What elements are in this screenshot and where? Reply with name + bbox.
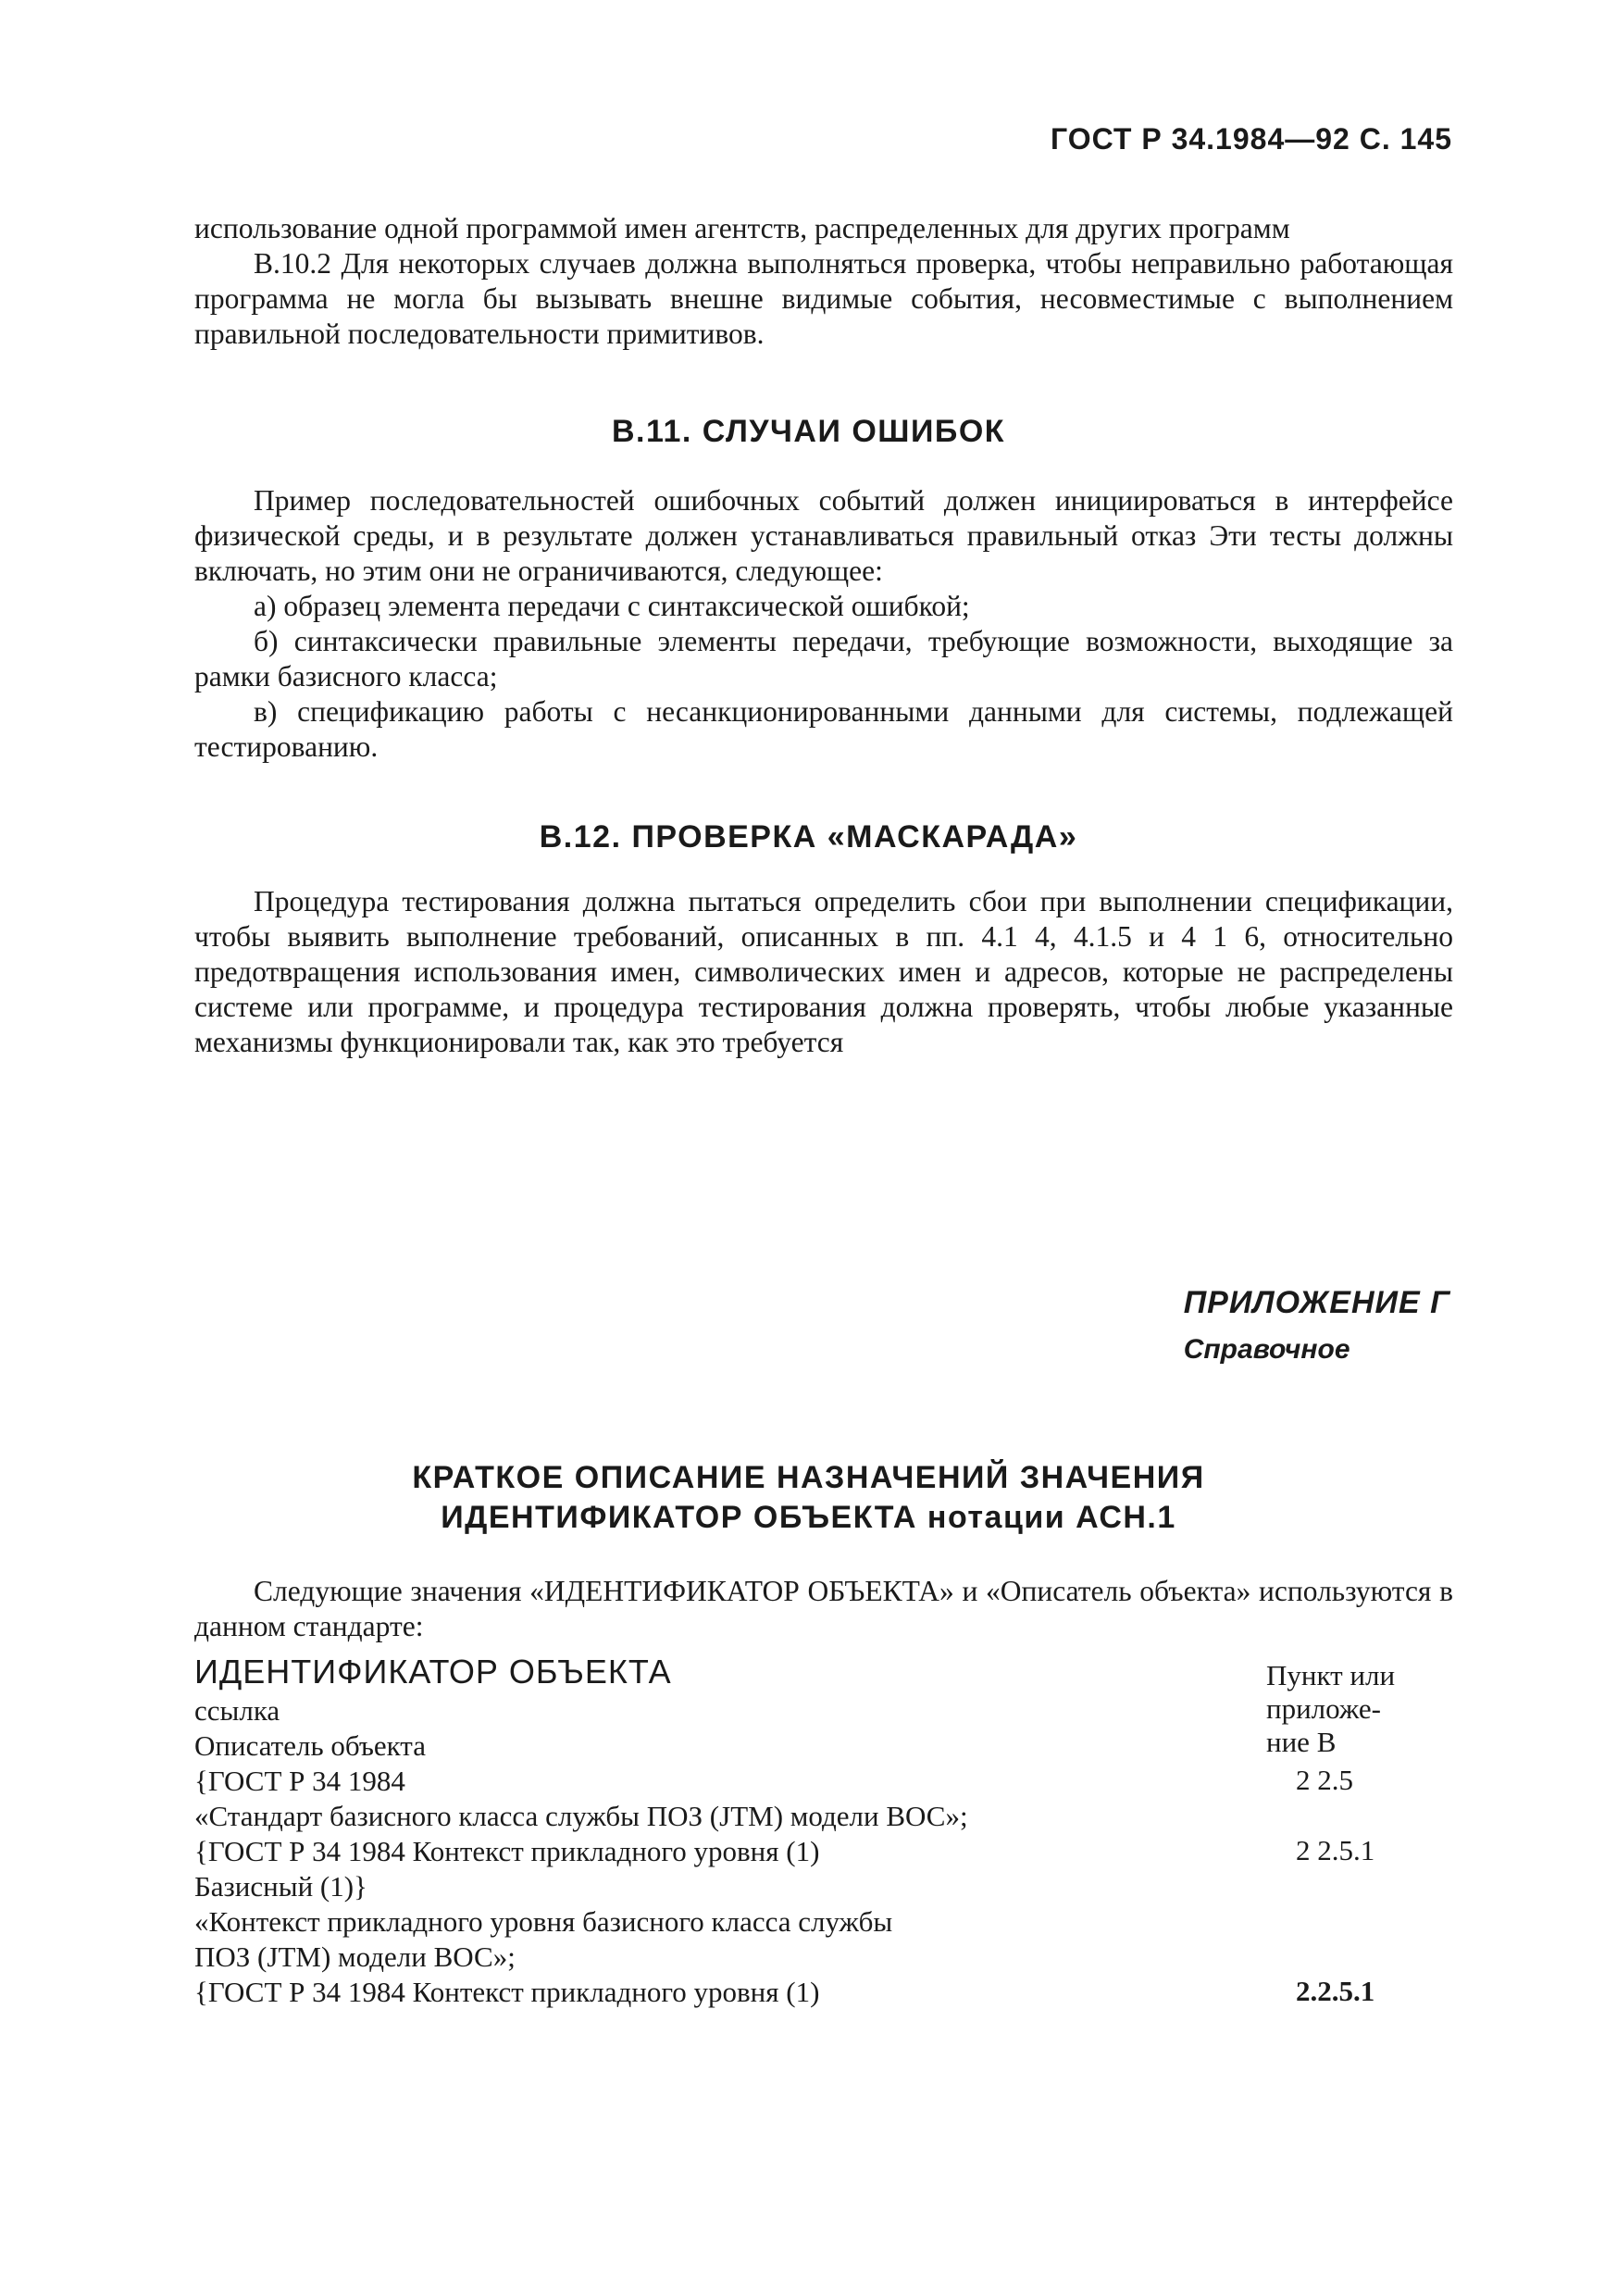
section-b11-paragraph: Пример последовательностей ошибочных событий должен инициироваться в интерфейсе физической среды, и в результате должен устанавливаться правильный отказ Эти тесты должны включать, но этим они не ограничиваются, следующее: bbox=[194, 484, 1453, 587]
section-b12-paragraph: Процедура тестирования должна пытаться определить сбои при выполнении спецификации, чтобы выявить выполнение требований, описанных в пп. 4.1 4, 4.1.5 и 4 1 6, относительно предотвращения использования имен, символических имен и адресов, которые не распределены системе или программе, и процедура тестирования должна проверять, чтобы любые указанные механизмы функционировали так, как это требуется bbox=[194, 885, 1453, 1058]
table-head-left-2: ссылка bbox=[194, 1694, 280, 1727]
appendix-heading-line-1: КРАТКОЕ ОПИСАНИЕ НАЗНАЧЕНИЙ ЗНАЧЕНИЯ bbox=[412, 1460, 1205, 1495]
table-row-ref: 2.2.5.1 bbox=[1296, 1975, 1375, 2007]
table-head-right-2: приложе- bbox=[1266, 1692, 1381, 1725]
section-b12-title: В.12. ПРОВЕРКА «МАСКАРАДА» bbox=[539, 819, 1078, 855]
table-head-right-1: Пункт или bbox=[1266, 1659, 1396, 1691]
appendix-title: ПРИЛОЖЕНИЕ Г bbox=[1183, 1285, 1450, 1320]
table-row: {ГОСТ Р 34 1984 bbox=[194, 1765, 405, 1797]
table-row: «Контекст прикладного уровня базисного класса службы bbox=[194, 1905, 893, 1938]
table-row: ПОЗ (JTM) модели ВОС»; bbox=[194, 1940, 516, 1973]
table-row: «Стандарт базисного класса службы ПОЗ (JTM) модели ВОС»; bbox=[194, 1800, 968, 1832]
table-head-left-1: ИДЕНТИФИКАТОР ОБЪЕКТА bbox=[194, 1653, 672, 1691]
table-head-right-3: ние В bbox=[1266, 1726, 1337, 1758]
table-row-ref: 2 2.5.1 bbox=[1296, 1834, 1375, 1866]
intro-paragraph-2: B.10.2 Для некоторых случаев должна выполняться проверка, чтобы неправильно работающая программа не могла бы вызывать внешне видимые события, несовместимые с выполнением правильной последовательности примитивов. bbox=[194, 247, 1453, 350]
section-b11-item-a: а) образец элемента передачи с синтаксической ошибкой; bbox=[254, 590, 970, 622]
appendix-intro: Следующие значения «ИДЕНТИФИКАТОР ОБЪЕКТА» и «Описатель объекта» используются в данном стандарте: bbox=[194, 1575, 1453, 1642]
table-row-ref: 2 2.5 bbox=[1296, 1764, 1353, 1796]
table-row: {ГОСТ Р 34 1984 Контекст прикладного уровня (1) bbox=[194, 1835, 820, 1867]
table-head-right bbox=[1266, 1659, 1395, 1759]
intro-paragraph-1: использование одной программой имен агентств, распределенных для других программ bbox=[194, 212, 1290, 244]
table-head-left-3: Описатель объекта bbox=[194, 1729, 426, 1762]
section-b11-title: В.11. СЛУЧАИ ОШИБОК bbox=[611, 414, 1006, 449]
section-b12-body bbox=[194, 884, 1453, 1060]
appendix-subtitle: Справочное bbox=[1183, 1334, 1350, 1365]
table-row: {ГОСТ Р 34 1984 Контекст прикладного уровня (1) bbox=[194, 1976, 820, 2008]
appendix-heading-line-2: ИДЕНТИФИКАТОР ОБЪЕКТА нотации АСН.1 bbox=[441, 1500, 1176, 1535]
section-b11-body bbox=[194, 483, 1453, 765]
intro-block bbox=[194, 211, 1453, 352]
page-header: ГОСТ Р 34.1984—92 С. 145 bbox=[1050, 122, 1452, 156]
section-b11-item-b: б) синтаксически правильные элементы передачи, требующие возможности, выходящие за рамки базисного класса; bbox=[194, 625, 1453, 693]
table-row: Базисный (1)} bbox=[194, 1870, 367, 1903]
section-b11-item-c: в) спецификацию работы с несанкционированными данными для системы, подлежащей тестированию. bbox=[194, 695, 1453, 763]
appendix-intro-block bbox=[194, 1574, 1453, 1644]
appendix-label bbox=[1184, 1285, 1450, 1366]
